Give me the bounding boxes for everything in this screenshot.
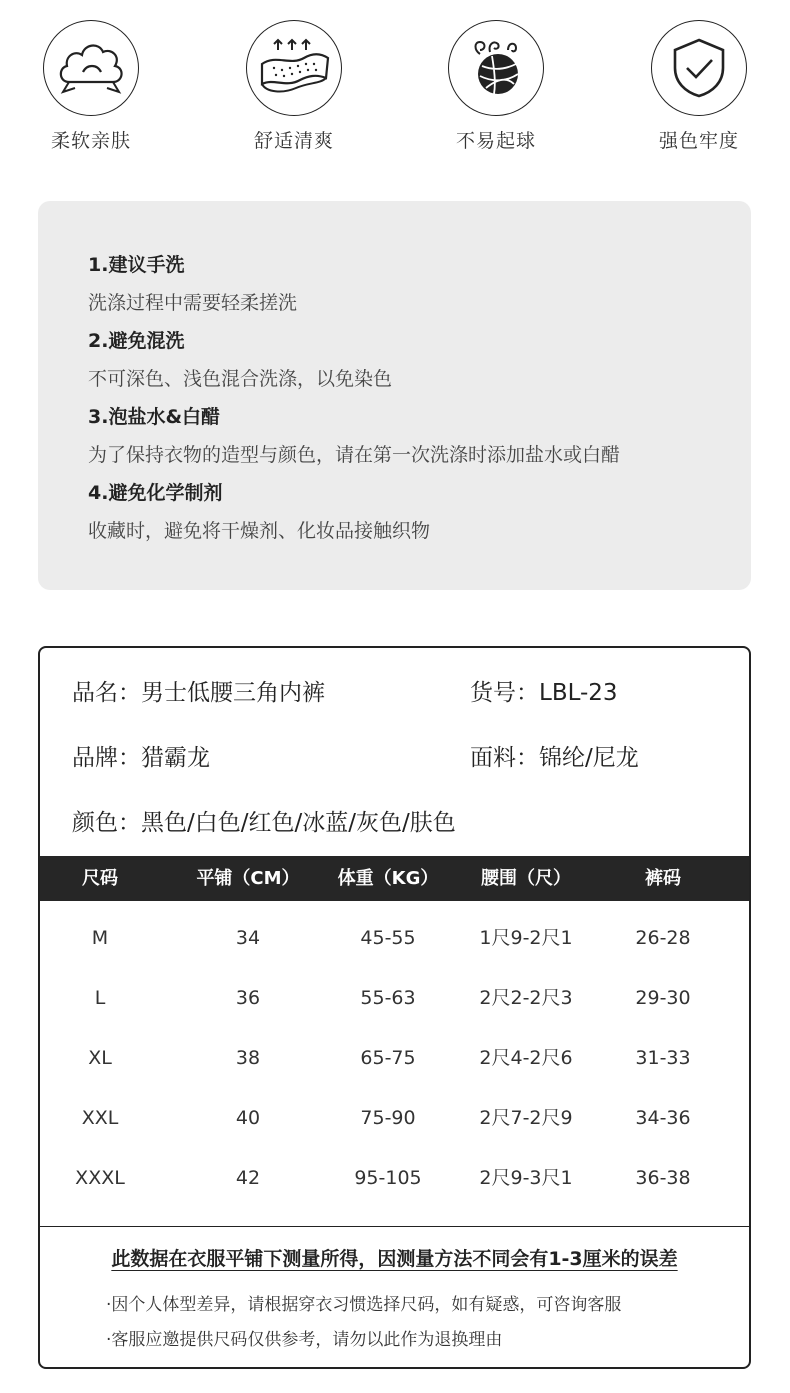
product-name (72, 674, 325, 707)
cell-pants-size: 26-28 (635, 927, 691, 949)
table-row (40, 1088, 749, 1148)
care-title: 1.建议手洗 (88, 254, 185, 276)
cell-weight: 45-55 (360, 927, 416, 949)
cell-waist: 1尺9-2尺1 (479, 927, 573, 949)
yarn-ball-icon (448, 20, 544, 116)
cell-waist: 2尺9-3尺1 (479, 1167, 573, 1189)
care-desc: 不可深色、浅色混合洗涤，以免染色 (88, 368, 393, 390)
cell-flat-width: 42 (235, 1167, 261, 1189)
header-pants-size: 裤码 (645, 868, 681, 889)
feature-label: 不易起球 (455, 130, 536, 152)
care-title: 3.泡盐水&白醋 (88, 406, 221, 428)
product-colors (72, 804, 456, 837)
feature-breathable (224, 20, 364, 153)
table-divider (40, 1226, 749, 1227)
care-desc: 洗涤过程中需要轻柔搓洗 (88, 292, 298, 314)
product-name-label: 品名： (72, 680, 141, 706)
shield-check-icon (651, 20, 747, 116)
cell-weight: 95-105 (354, 1167, 422, 1189)
cell-weight: 55-63 (360, 987, 416, 1009)
product-sku-label: 货号： (470, 680, 539, 706)
feature-label: 舒适清爽 (253, 130, 334, 152)
product-material (470, 739, 639, 772)
table-row (40, 1148, 749, 1208)
cell-pants-size: 29-30 (635, 987, 691, 1009)
note-item: ·因个人体型差异，请根据穿衣习惯选择尺码，如有疑惑，可咨询客服 (106, 1295, 622, 1315)
product-color-label: 颜色： (72, 810, 141, 836)
cell-size: M (91, 927, 109, 949)
product-name-value: 男士低腰三角内裤 (141, 680, 325, 706)
feature-label: 强色牢度 (658, 130, 739, 152)
header-weight: 体重（KG） (337, 868, 439, 889)
table-row (40, 968, 749, 1028)
cell-waist: 2尺2-2尺3 (479, 987, 573, 1009)
measurement-note (40, 1244, 749, 1271)
care-title: 2.避免混洗 (88, 330, 185, 352)
size-table-header (40, 856, 749, 901)
cotton-cloud-icon (43, 20, 139, 116)
feature-row (0, 20, 790, 160)
feature-antipilling (426, 20, 566, 153)
table-row (40, 908, 749, 968)
cell-flat-width: 34 (235, 927, 261, 949)
care-desc: 收藏时，避免将干燥剂、化妆品接触织物 (88, 520, 431, 542)
cell-flat-width: 38 (235, 1047, 261, 1069)
cell-waist: 2尺4-2尺6 (479, 1047, 573, 1069)
care-title: 4.避免化学制剂 (88, 482, 223, 504)
cell-size: L (94, 987, 106, 1009)
care-instructions (38, 201, 751, 590)
feature-label: 柔软亲肤 (50, 130, 131, 152)
product-color-value: 黑色/白色/红色/冰蓝/灰色/肤色 (141, 810, 456, 836)
cell-pants-size: 36-38 (635, 1167, 691, 1189)
breathable-fabric-icon (246, 20, 342, 116)
cell-pants-size: 34-36 (635, 1107, 691, 1129)
product-sku (470, 674, 618, 707)
feature-soft (21, 20, 161, 153)
cell-size: XXXL (75, 1167, 125, 1189)
cell-flat-width: 40 (235, 1107, 261, 1129)
product-sku-value: LBL-23 (539, 680, 618, 706)
cell-size: XL (88, 1047, 112, 1069)
product-spec-card (38, 646, 751, 1369)
product-brand-value: 猎霸龙 (141, 745, 210, 771)
cell-pants-size: 31-33 (635, 1047, 691, 1069)
header-waist: 腰围（尺） (481, 868, 571, 889)
product-brand-label: 品牌： (72, 745, 141, 771)
cell-weight: 75-90 (360, 1107, 416, 1129)
table-row (40, 1028, 749, 1088)
measurement-note-text: 此数据在衣服平铺下测量所得，因测量方法不同会有1-3厘米的误差 (111, 1248, 678, 1270)
product-material-value: 锦纶/尼龙 (539, 745, 639, 771)
product-material-label: 面料： (470, 745, 539, 771)
cell-flat-width: 36 (235, 987, 261, 1009)
feature-colorfast (629, 20, 769, 153)
header-flat-width: 平铺（CM） (196, 868, 300, 889)
cell-waist: 2尺7-2尺9 (479, 1107, 573, 1129)
product-brand (72, 739, 210, 772)
cell-weight: 65-75 (360, 1047, 416, 1069)
care-desc: 为了保持衣物的造型与颜色，请在第一次洗涤时添加盐水或白醋 (88, 444, 621, 466)
note-item: ·客服应邀提供尺码仅供参考，请勿以此作为退换理由 (106, 1330, 503, 1350)
header-size: 尺码 (82, 868, 118, 889)
cell-size: XXL (81, 1107, 119, 1129)
